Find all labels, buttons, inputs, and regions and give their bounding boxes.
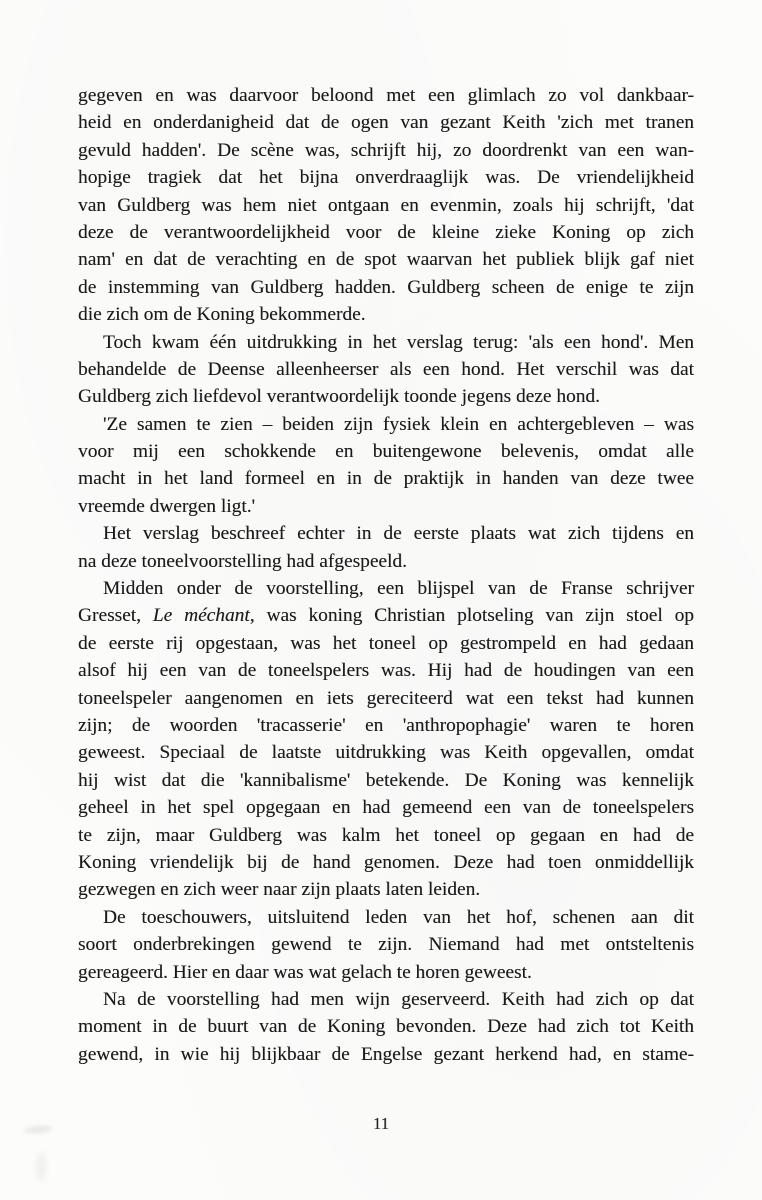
body-line: [78, 438, 694, 465]
text-segment: , was koning Christian plotseling van zijn stoel op: [249, 605, 694, 627]
scan-smudge: [36, 1152, 46, 1182]
body-line: [78, 548, 694, 575]
text-segment: 'Ze samen te zien – beiden zijn fysiek klein en achtergebleven – was: [103, 413, 694, 435]
text-segment: geheel in het spel opgegaan en had gemeend een van de toneelspelers: [78, 797, 694, 819]
text-segment: te zijn, maar Guldberg was kalm het toneel op gegaan en had de: [78, 824, 694, 846]
body-line: [78, 356, 694, 383]
text-segment: de instemming van Guldberg hadden. Guldberg scheen de enige te zijn: [78, 276, 694, 298]
text-segment: gegeven en was daarvoor beloond met een glimlach zo vol dankbaar-: [78, 85, 694, 106]
text-segment: die zich om de Koning bekommerde.: [78, 304, 366, 326]
page-number: 11: [372, 1114, 390, 1133]
body-line: [78, 411, 694, 438]
text-segment: Guldberg zich liefdevol verantwoordelijk toonde jegens deze hond.: [78, 386, 600, 408]
body-line: [78, 274, 694, 301]
body-line: [78, 383, 694, 410]
text-segment: voor mij een schokkende en buitengewone belevenis, omdat alle: [78, 441, 694, 463]
body-line: [78, 822, 694, 849]
text-segment: Het verslag beschreef echter in de eerste plaats wat zich tijdens en: [103, 523, 694, 545]
body-line: [78, 465, 694, 492]
text-segment: gewend, in wie hij blijkbaar de Engelse gezant herkend had, en stame-: [78, 1043, 694, 1065]
text-segment: geweest. Speciaal de laatste uitdrukking was Keith opgevallen, omdat: [78, 742, 694, 764]
body-line: [78, 959, 694, 986]
text-segment: hopige tragiek dat het bijna onverdraaglijk was. De vriendelijkheid: [78, 167, 694, 189]
body-line: [78, 630, 694, 657]
text-segment: gevuld hadden'. De scène was, schrijft hij, zo doordrenkt van een wan-: [78, 139, 694, 161]
body-line: [78, 931, 694, 958]
body-text: [78, 82, 694, 1068]
text-segment: moment in de buurt van de Koning bevonden. Deze had zich tot Keith: [78, 1016, 694, 1038]
body-line: [78, 493, 694, 520]
body-line: [78, 712, 694, 739]
body-line: [78, 1041, 694, 1068]
text-segment: van Guldberg was hem niet ontgaan en evenmin, zoals hij schrijft, 'dat: [78, 194, 694, 216]
body-line: [78, 329, 694, 356]
text-segment: deze de verantwoordelijkheid voor de kleine zieke Koning op zich: [78, 221, 694, 243]
body-line: [78, 520, 694, 547]
text-segment: gereageerd. Hier en daar was wat gelach te horen geweest.: [78, 961, 532, 983]
body-line: [78, 602, 694, 629]
body-line: [78, 192, 694, 219]
text-segment: hij wist dat die 'kannibalisme' betekende. De Koning was kennelijk: [78, 769, 694, 791]
body-line: [78, 685, 694, 712]
body-line: [78, 137, 694, 164]
text-segment: behandelde de Deense alleenheerser als een hond. Het verschil was dat: [78, 358, 694, 380]
text-segment: toneelspeler aangenomen en iets gereciteerd wat een tekst had kunnen: [78, 687, 694, 709]
text-segment: Koning vriendelijk bij de hand genomen. Deze had toen onmiddellijk: [78, 851, 694, 873]
body-line: [78, 767, 694, 794]
body-line: [78, 246, 694, 273]
body-line: [78, 849, 694, 876]
text-segment: Na de voorstelling had men wijn geserveerd. Keith had zich op dat: [103, 988, 694, 1010]
text-segment: zijn; de woorden 'tracasserie' en 'anthropophagie' waren te horen: [78, 714, 694, 736]
text-segment: alsof hij een van de toneelspelers was. Hij had de houdingen van een: [78, 660, 694, 682]
body-line: [78, 986, 694, 1013]
text-segment: Midden onder de voorstelling, een blijspel van de Franse schrijver: [103, 578, 694, 600]
text-segment: soort onderbrekingen gewend te zijn. Niemand had met ontsteltenis: [78, 934, 694, 956]
text-segment: vreemde dwergen ligt.': [78, 495, 256, 517]
body-line: [78, 657, 694, 684]
body-line: [78, 794, 694, 821]
text-segment: Toch kwam één uitdrukking in het verslag terug: 'als een hond'. Men: [103, 331, 694, 353]
body-line: [78, 876, 694, 903]
body-line: [78, 219, 694, 246]
body-line: [78, 904, 694, 931]
text-segment: nam' en dat de verachting en de spot waarvan het publiek blijk gaf niet: [78, 249, 694, 271]
body-line: [78, 109, 694, 136]
text-segment: heid en onderdanigheid dat de ogen van gezant Keith 'zich met tranen: [78, 112, 694, 134]
body-line: [78, 82, 694, 109]
text-segment: macht in het land formeel en in de praktijk in handen van deze twee: [78, 468, 694, 490]
text-segment: Gresset,: [78, 605, 153, 627]
text-segment: de eerste rij opgestaan, was het toneel op gestrompeld en had gedaan: [78, 632, 694, 654]
text-segment: De toeschouwers, uitsluitend leden van het hof, schenen aan dit: [103, 906, 694, 928]
text-segment: na deze toneelvoorstelling had afgespeeld.: [78, 550, 407, 572]
body-line: [78, 739, 694, 766]
body-line: [78, 164, 694, 191]
body-line: [78, 575, 694, 602]
text-segment: gezwegen en zich weer naar zijn plaats laten leiden.: [78, 879, 481, 901]
body-line: [78, 1013, 694, 1040]
italic-text: Le méchant: [152, 605, 250, 627]
body-line: [78, 301, 694, 328]
